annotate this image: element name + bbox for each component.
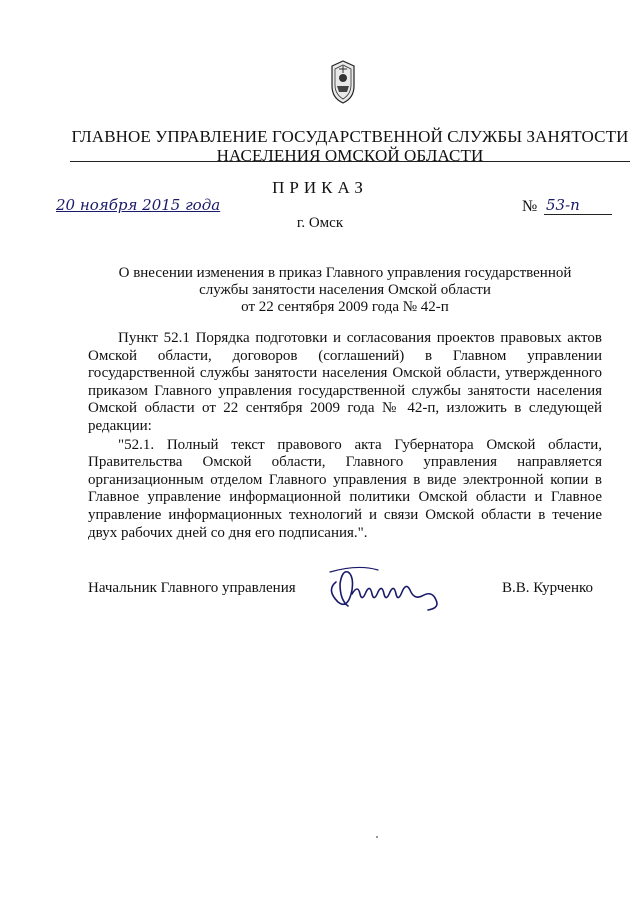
order-subject <box>110 265 580 316</box>
coat-of-arms-icon <box>328 60 358 104</box>
signer-name: В.В. Курченко <box>502 580 594 596</box>
header-divider <box>70 161 630 162</box>
subject-line-2: службы занятости населения Омской области <box>199 282 491 298</box>
order-body <box>88 330 602 542</box>
scan-speck <box>376 836 378 838</box>
org-title-line-1: ГЛАВНОЕ УПРАВЛЕНИЕ ГОСУДАРСТВЕННОЙ СЛУЖБЫ ЗАНЯТОСТИ <box>71 127 629 146</box>
organization-title <box>70 127 630 165</box>
subject-line-3: от 22 сентября 2009 года № 42-п <box>241 299 449 315</box>
order-date-handwritten: 20 ноября 2015 года <box>56 196 221 214</box>
order-number-label: № <box>522 198 538 215</box>
org-title-line-2: НАСЕЛЕНИЯ ОМСКОЙ ОБЛАСТИ <box>216 146 484 165</box>
signer-title: Начальник Главного управления <box>88 580 296 596</box>
body-paragraph-1: Пункт 52.1 Порядка подготовки и согласования проектов правовых актов Омской области, договоров (соглашений) в Главном управлении государственной службы занятости населения Омской области, утвержденного приказом Главного управления государственной службы занятости населения Омской области от 22 сентября 2009 года № 42-п, изложить в следующей редакции: <box>88 330 602 434</box>
subject-line-1: О внесении изменения в приказ Главного управления государственной <box>118 265 572 281</box>
body-paragraph-2: "52.1. Полный текст правового акта Губернатора Омской области, Правительства Омской области, Главного управления направляется организационным отделом Главного управления в виде электронной копии в Главное управление информационной политики Омской области и Главное управление информационных технологий и связи Омской области в течение двух рабочих дней со дня его подписания.". <box>88 436 602 541</box>
document-type: ПРИКАЗ <box>272 178 368 197</box>
order-number-handwritten: 53-п <box>546 196 580 214</box>
handwritten-signature-icon <box>318 560 468 616</box>
city: г. Омск <box>296 215 344 231</box>
